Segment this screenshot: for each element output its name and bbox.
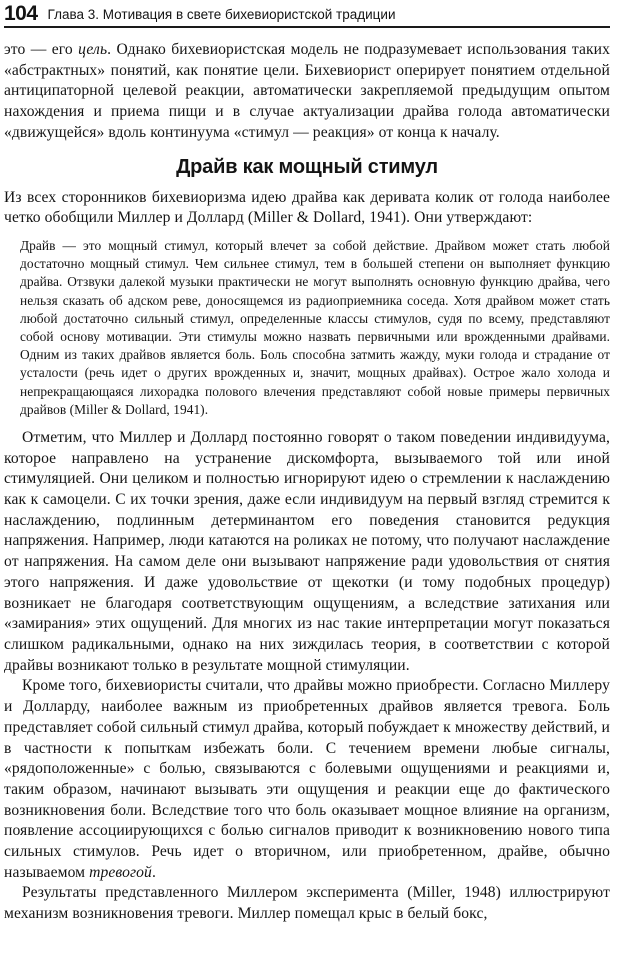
running-header (4, 0, 610, 28)
intro-paragraph (4, 40, 610, 144)
chapter-title: Глава 3. Мотивация в свете бихевиористской традиции (47, 7, 396, 22)
lead-paragraph: Из всех сторонников бихевиоризма идею драйва как деривата колик от голода наиболее четко обобщили Миллер и Доллард (Miller & Dollard, 1941). Они утверждают: (4, 188, 610, 227)
paragraph-4: Результаты представленного Миллером эксперимента (Miller, 1948) иллюстрируют механизм возникновения тревоги. Миллер помещал крыс в белый бокс, (4, 884, 610, 923)
intro-term: цель (78, 41, 108, 58)
block-quote: Драйв — это мощный стимул, который влечет за собой действие. Драйвом может стать любой достаточно мощный стимул. Чем сильнее стимул, тем в большей степени он выполняет функцию драйва. Отзвуки далекой музыки практически не могут выполнять основную функцию драйва, чего нельзя сказать об адском реве, доносящемся из радиоприемника соседа. Хотя драйвом может стать любой достаточно сильный стимул, определенные классы стимулов, судя по всему, представляют собой основу мотивации. Эти стимулы можно назвать первичными или врожденными драйвами. Одним из таких драйвов является боль. Боль способна затмить жажду, муки голода и страдание от усталости (речь идет о других врожденных и, значит, мощных драйвах). Острое жало холода и непрекращающаяся лихорадка полового влечения представляют собой новые примеры первичных драйвов (Miller & Dollard, 1941). (20, 237, 610, 417)
section-title: Драйв как мощный стимул (176, 155, 438, 178)
intro-text-start: это — его (4, 41, 79, 58)
paragraph-3-end: . (151, 863, 156, 881)
intro-text-end: . Однако бихевиористская модель не подразумевает использования таких «абстрактных» понятий, как понятие цели. Бихевиорист оперирует понятием отдельной антиципаторной целевой реакции, автоматически закрепляемой предыдущим опытом нахождения и приема пищи и в случае актуализации драйва голода автоматически «движущейся» вдоль континуума «стимул — реакция» от конца к началу. (4, 41, 610, 141)
paragraph-3-term: тревогой (89, 863, 152, 881)
paragraph-3-text: Кроме того, бихевиористы считали, что драйвы можно приобрести. Согласно Миллеру и Долларду, наиболее важным из приобретенных драйвов является тревога. Боль представляет собой сильный стимул драйва, который побуждает к множеству действий, и в частности к попыткам избежать боли. С течением времени любые сигналы, «рядоположенные» с болью, связываются с болевыми ощущениями и реакциями и, таким образом, начинают вызывать эти ощущения и реакции еще до фактического возникновения боли. Вследствие того что боль оказывает мощное влияние на организм, появление ассоциирующихся с болью сигналов приводит к возникновению нового типа сильных стимулов. Речь идет о вторичном, или приобретенном, драйве, обычно называемом (4, 677, 610, 881)
page-number: 104 (4, 2, 38, 25)
paragraph-3 (4, 676, 610, 883)
paragraph-2: Отметим, что Миллер и Доллард постоянно говорят о таком поведении индивидуума, которое направлено на устранение дискомфорта, вызываемого той или иной стимуляцией. Они целиком и полностью игнорируют идею о стремлении к наслаждению как к самоцели. С их точки зрения, даже если индивидуум на первый взгляд стремится к наслаждению, подлинным детерминантом его поведения становится редукция напряжения. Например, люди катаются на роликах не потому, что получают наслаждение от напряжения. На самом деле они вызывают напряжение ради удовольствия от снятия этого напряжения. И даже удовольствие от щекотки (и тому подобных процедур) возникает не благодаря соответствующим ощущениям, а вследствие затихания или «замирания» этих ощущений. Для многих из нас такие интерпретации могут показаться слишком радикальными, однако на них зиждилась теория, в соответствии с которой драйвы возникают только в результате мощной стимуляции. (4, 428, 610, 674)
